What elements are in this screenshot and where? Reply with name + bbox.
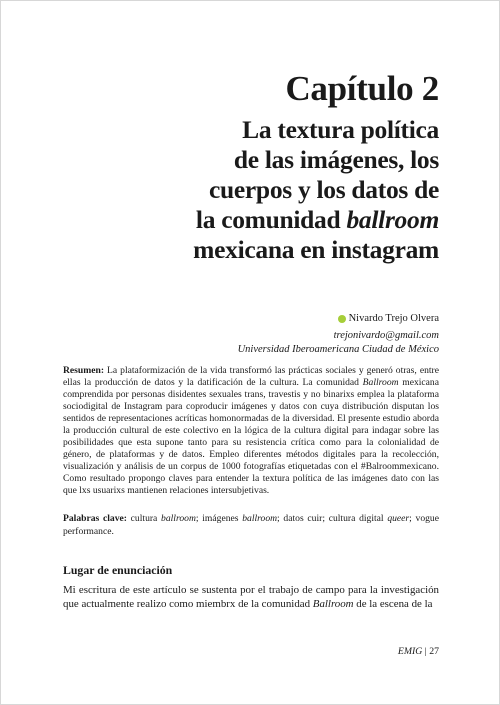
keywords: Palabras clave: cultura ballroom; imágenes ballroom; datos cuir; cultura digital queer; vogue performance.	[63, 513, 439, 537]
title-line: mexicana en instagram	[193, 235, 439, 264]
section-heading: Lugar de enunciación	[63, 563, 173, 577]
author-email[interactable]: trejonivardo@gmail.com	[333, 329, 439, 341]
section-body: Mi escritura de este artículo se sustenta por el trabajo de campo para la investigación que actualmente realizo como miembrx de la comunidad Ballroom de la escena de la	[63, 584, 439, 610]
title-line: la comunidad ballroom	[195, 205, 439, 234]
author-block	[238, 312, 439, 358]
chapter-title	[193, 115, 439, 265]
title-line: cuerpos y los datos de	[209, 175, 439, 204]
journal-name: EMIG	[397, 646, 423, 657]
title-italic-word: ballroom	[346, 205, 439, 234]
title-line: La textura política	[242, 115, 439, 144]
keywords-label: Palabras clave:	[63, 513, 127, 524]
title-line: de las imágenes, los	[233, 145, 439, 174]
abstract-label: Resumen:	[63, 365, 105, 376]
page-number: 27	[429, 646, 439, 657]
footer-separator: |	[422, 646, 430, 657]
author-name: Nivardo Trejo Olvera	[348, 313, 439, 324]
orcid-icon[interactable]	[338, 315, 346, 323]
page-footer	[398, 646, 439, 658]
chapter-header	[193, 69, 439, 265]
chapter-label: Capítulo 2	[285, 69, 439, 108]
abstract: Resumen: La plataformización de la vida transformó las prácticas sociales y generó otras, entre ellas la producción de datos y la datificación de la cultura. La comunidad Ballroom mexicana comprendida por personas disidentes sexuales trans, travestis y no binarixs emplea la plataforma sociodigital de Instagram para coproducir imágenes y datos con cuya distribución disputan los sentidos de representaciones acríticas homonormadas de la diversidad. El presente estudio aborda la producción cultural de este colectivo en la lógica de la cultura digital para indagar sobre las posibilidades que esta supone tanto para su resistencia crítica como para la colonialidad de género, de plataformas y de datos. Empleo diferentes métodos digitales para la recolección, visualización y análisis de un corpus de 1000 fotografías etiquetadas con el #Balroommexicano. Como resultado propongo claves para entender la textura política de las imágenes dato con las que lxs usuarixs mantienen relaciones intersubjetivas.	[63, 365, 439, 496]
author-affiliation: Universidad Iberoamericana Ciudad de México	[237, 344, 439, 356]
